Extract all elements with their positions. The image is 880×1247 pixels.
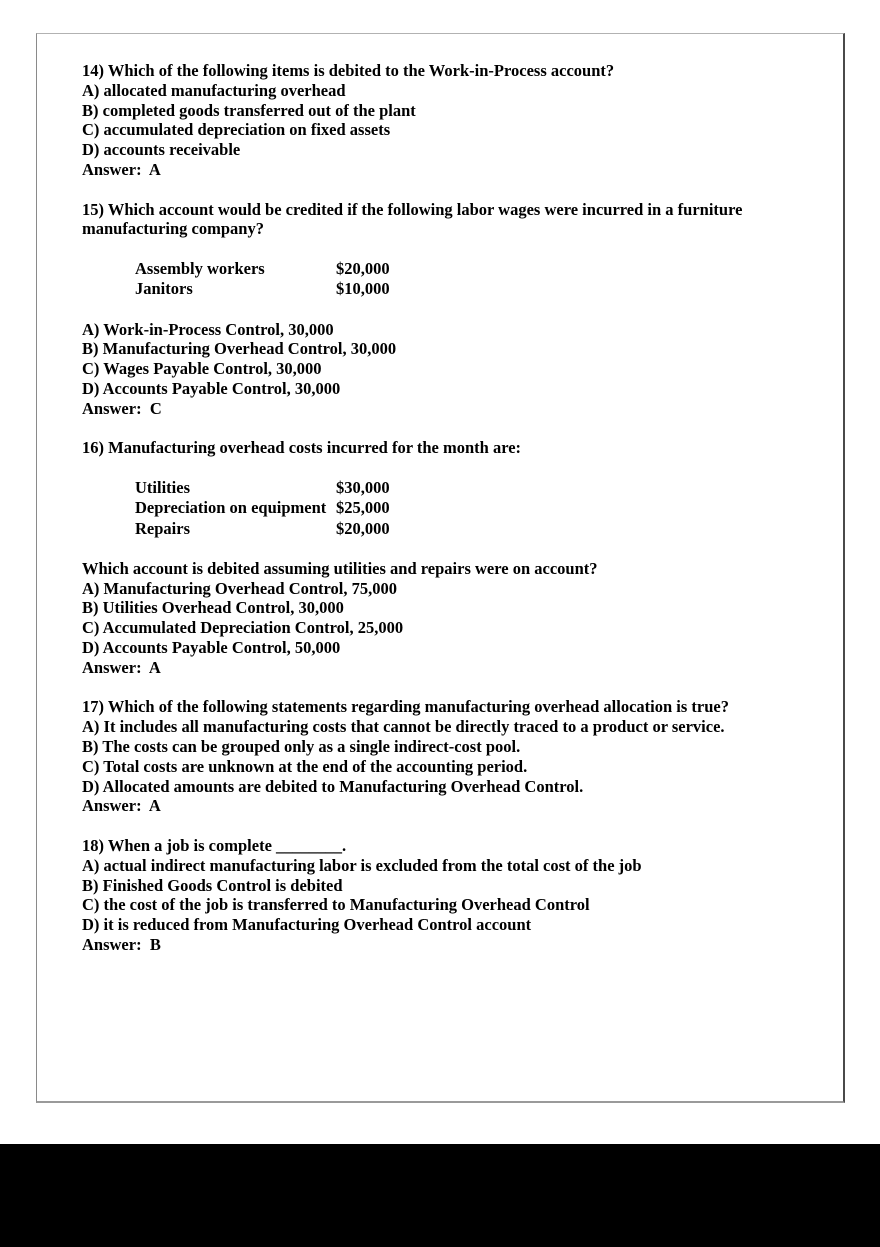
question-15-option-b: B) Manufacturing Overhead Control, 30,000 <box>82 339 397 359</box>
question-14-option-a: A) allocated manufacturing overhead <box>82 80 346 100</box>
table-row-label: Repairs <box>135 518 190 538</box>
question-18-option-d: D) it is reduced from Manufacturing Overhead Control account <box>82 915 532 935</box>
question-17-option-c: C) Total costs are unknown at the end of the accounting period. <box>82 756 528 776</box>
question-17-option-b: B) The costs can be grouped only as a single indirect-cost pool. <box>82 737 521 757</box>
question-14-option-d: D) accounts receivable <box>82 140 241 160</box>
question-18-option-b: B) Finished Goods Control is debited <box>82 875 343 895</box>
question-16-post-stem: Which account is debited assuming utilities and repairs were on account? <box>82 558 598 578</box>
table-row <box>135 498 828 518</box>
question-15-wage-table <box>82 259 828 300</box>
table-row-label: Assembly workers <box>135 258 265 278</box>
question-14-answer: Answer: A <box>82 159 161 179</box>
question-18-answer: Answer: B <box>82 935 161 955</box>
table-row-label: Utilities <box>135 477 190 497</box>
question-16-option-b: B) Utilities Overhead Control, 30,000 <box>82 598 344 618</box>
bottom-black-band <box>0 1144 880 1247</box>
question-15-stem-line-1: 15) Which account would be credited if the following labor wages were incurred in a furniture <box>82 199 743 219</box>
question-17-option-d: D) Allocated amounts are debited to Manufacturing Overhead Control. <box>82 776 584 796</box>
table-row-label: Depreciation on equipment <box>135 498 327 518</box>
question-18-option-c: C) the cost of the job is transferred to Manufacturing Overhead Control <box>82 895 590 915</box>
question-18-option-a: A) actual indirect manufacturing labor is excluded from the total cost of the job <box>82 855 642 875</box>
question-16-option-c: C) Accumulated Depreciation Control, 25,000 <box>82 618 404 638</box>
question-15 <box>82 200 828 419</box>
table-row-value: $20,000 <box>336 258 390 278</box>
table-row <box>135 478 828 498</box>
question-17-stem: 17) Which of the following statements regarding manufacturing overhead allocation is true? <box>82 697 729 717</box>
table-row-value: $25,000 <box>336 498 390 518</box>
table-row <box>135 519 828 539</box>
question-14-option-c: C) accumulated depreciation on fixed assets <box>82 120 391 140</box>
question-14-stem: 14) Which of the following items is debited to the Work-in-Process account? <box>82 61 615 80</box>
question-14-option-b: B) completed goods transferred out of the plant <box>82 100 416 120</box>
question-17-answer: Answer: A <box>82 796 161 816</box>
table-row <box>135 279 828 299</box>
table-row-value: $20,000 <box>336 518 390 538</box>
document-page <box>36 33 845 1103</box>
question-18-stem: 18) When a job is complete ________. <box>82 836 347 856</box>
table-row-label: Janitors <box>135 279 193 299</box>
question-16-option-a: A) Manufacturing Overhead Control, 75,000 <box>82 578 398 598</box>
question-15-stem-line-2: manufacturing company? <box>82 219 264 239</box>
question-16-cost-table <box>82 478 828 539</box>
question-16-stem: 16) Manufacturing overhead costs incurred for the month are: <box>82 438 522 458</box>
question-17-option-a: A) It includes all manufacturing costs that cannot be directly traced to a product or service. <box>82 717 725 737</box>
table-row-value: $30,000 <box>336 477 390 497</box>
question-16-answer: Answer: A <box>82 657 161 677</box>
question-15-answer: Answer: C <box>82 398 162 418</box>
question-15-option-d: D) Accounts Payable Control, 30,000 <box>82 378 341 398</box>
question-16-option-d: D) Accounts Payable Control, 50,000 <box>82 638 341 658</box>
question-18 <box>82 836 828 955</box>
question-14 <box>82 61 828 180</box>
table-row-value: $10,000 <box>336 279 390 299</box>
question-17 <box>82 697 828 816</box>
question-15-option-a: A) Work-in-Process Control, 30,000 <box>82 319 334 339</box>
table-row <box>135 259 828 279</box>
question-16 <box>82 438 828 677</box>
question-15-option-c: C) Wages Payable Control, 30,000 <box>82 359 322 379</box>
